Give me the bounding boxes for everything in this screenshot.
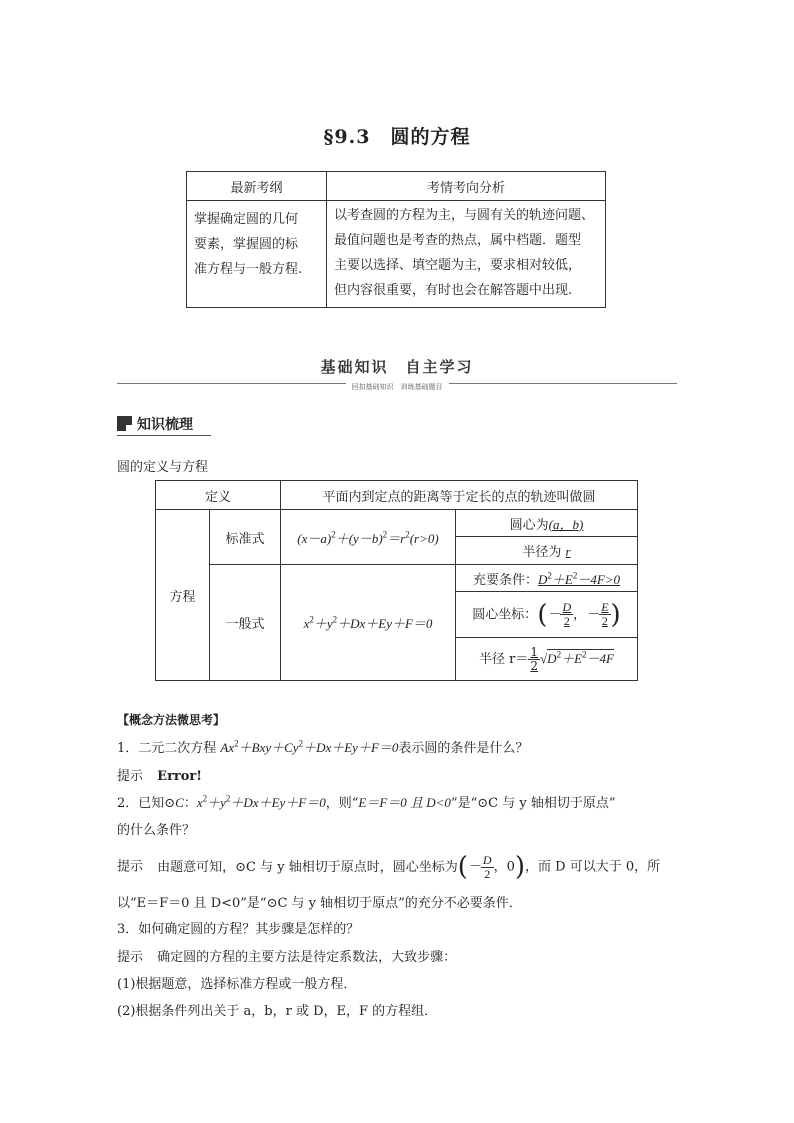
definition-label: 定义 <box>156 481 281 510</box>
standard-equation: $(x-a)^2+(y-b)^2=r^2(r>0)$ <box>281 510 456 565</box>
circle-definition-table <box>155 480 638 681</box>
syllabus-left-line: 要素，掌握圆的标 <box>194 237 299 252</box>
hint-1 <box>117 765 202 784</box>
syllabus-right-line: 但内容很重要，有时也会在解答题中出现. <box>334 283 573 298</box>
page-title: §9.3 圆的方程 <box>323 126 471 148</box>
circle-definition-caption: 圆的定义与方程 <box>117 460 209 475</box>
question-2-line2: 的什么条件？ <box>117 823 196 838</box>
syllabus-left-cell <box>187 201 327 308</box>
syllabus-left-line: 掌握确定圆的几何 <box>194 212 299 227</box>
hint-label: 提示 <box>117 769 144 784</box>
general-radius: 半径 r＝ $\frac{1}{2}$ $√D^2+E^2-4F$ <box>456 638 638 681</box>
general-equation: $x^2+y^2+Dx+Ey+F=0$ <box>281 565 456 681</box>
concept-heading: 【概念方法微思考】 <box>117 713 226 727</box>
standard-form-label: 标准式 <box>210 510 281 565</box>
hint-2: 提示 由题意可知，⊙C 与 y 轴相切于原点时，圆心坐标为(－ $\frac{D}{2}$ ，0)，而 D 可以大于 0，所 <box>117 852 661 882</box>
standard-radius: 半径为 r <box>456 537 638 565</box>
section-subtitle-wrap <box>0 378 794 393</box>
question-2: 2．已知⊙C：$x^2+y^2+Dx+Ey+F=0$，则“E＝F＝0 且 D<0”是“⊙C 与 y 轴相切于原点” <box>117 793 616 811</box>
standard-center: 圆心为(a，b) <box>456 510 638 537</box>
knowledge-tag <box>117 413 211 436</box>
question-1: 1．二元二次方程 $Ax^2+Bxy+Cy^2+Dx+Ey+F=0$表示圆的条件是什么？ <box>117 738 529 756</box>
section-title: 基础知识 自主学习 <box>320 358 474 376</box>
square-marker-icon <box>117 416 132 431</box>
definition-text: 平面内到定点的距离等于定长的点的轨迹叫做圆 <box>281 481 638 510</box>
hint-2-line2: 以“E＝F＝0 且 D<0”是“⊙C 与 y 轴相切于原点”的充分不必要条件． <box>117 896 522 911</box>
syllabus-right-line: 以考查圆的方程为主，与圆有关的轨迹问题、 <box>334 208 595 223</box>
general-form-label: 一般式 <box>210 565 281 681</box>
step-2: (2)根据条件列出关于 a，b，r 或 D，E，F 的方程组． <box>117 1004 438 1019</box>
syllabus-header-right: 考情考向分析 <box>327 172 606 201</box>
syllabus-right-line: 最值问题也是考查的热点，属中档题．题型 <box>334 233 582 248</box>
syllabus-right-cell <box>327 201 606 308</box>
equation-label: 方程 <box>156 510 210 681</box>
general-center: 圆心坐标：(－ $\frac{D}{2}$ ，－ $\frac{E}{2}$ ) <box>456 592 638 638</box>
knowledge-tag-label: 知识梳理 <box>137 417 193 433</box>
syllabus-left-line: 准方程与一般方程. <box>194 262 303 277</box>
general-condition: 充要条件：$D^2+E^2-4F>0$ <box>456 565 638 592</box>
question-3: 3．如何确定圆的方程？其步骤是怎样的？ <box>117 922 360 937</box>
hint-3: 提示 确定圆的方程的主要方法是待定系数法，大致步骤： <box>117 950 457 965</box>
syllabus-table <box>186 171 606 308</box>
syllabus-header-left: 最新考纲 <box>187 172 327 201</box>
section-subtitle: 回扣基础知识 训练基础题目 <box>346 383 449 391</box>
step-1: (1)根据题意，选择标准方程或一般方程． <box>117 977 357 992</box>
syllabus-right-line: 主要以选择、填空题为主，要求相对较低， <box>334 258 582 273</box>
hint-1-answer: Error! <box>157 769 202 784</box>
